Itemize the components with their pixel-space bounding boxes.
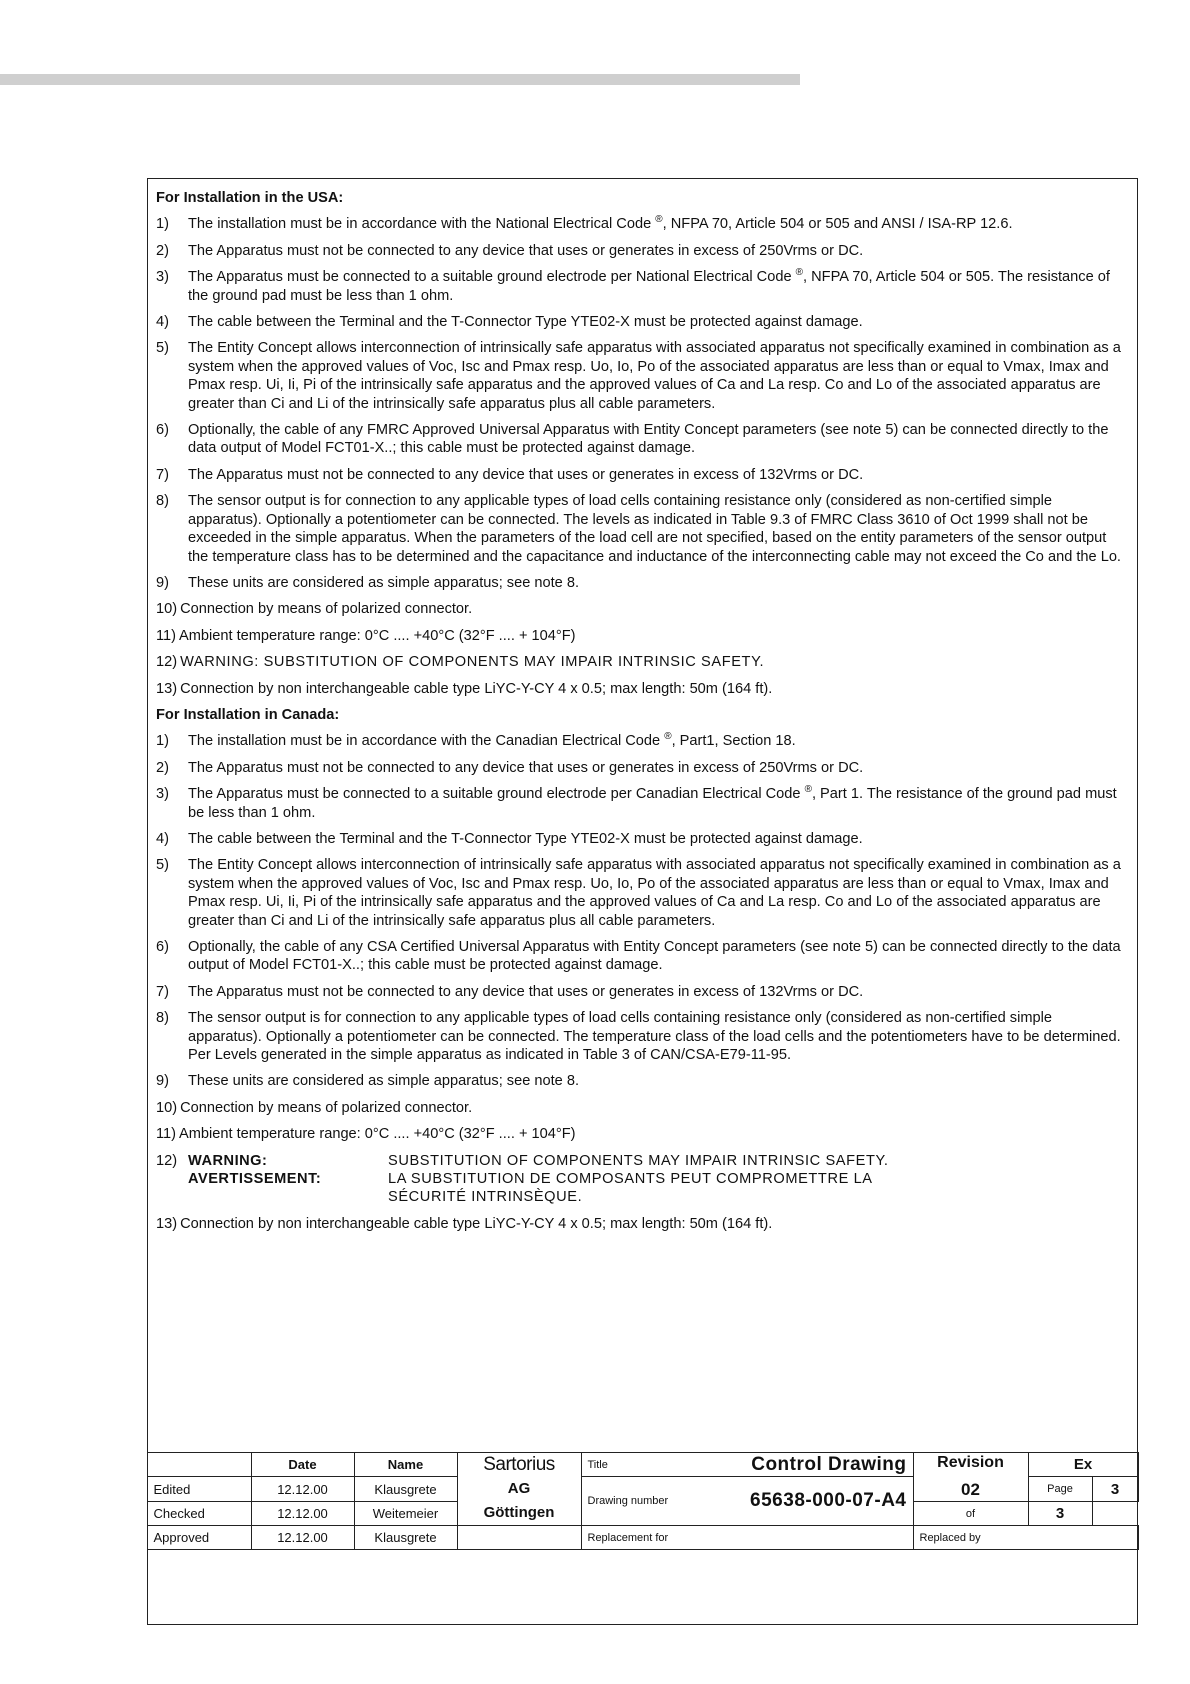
registered-mark: ® (664, 731, 672, 743)
note-text: These units are considered as simple apparatus; see note 8. (188, 1073, 580, 1090)
usa-note-9 (156, 574, 1128, 592)
of-label: of (913, 1502, 1028, 1526)
tb-date: 12.12.00 (251, 1477, 354, 1502)
usa-note-2 (156, 242, 1128, 260)
note-text: The sensor output is for connection to any applicable types of load cells containing resistance only (considered as non-certified simple apparatus). Optionally a potentiometer can be connected. The temperature class of the load cells and the potentiometers have to be determined. Per Levels generated in the simple apparatus as indicated in Table 3 of CAN/CSA-E79-11-95. (188, 1010, 1121, 1064)
canada-note-4 (156, 830, 1128, 848)
revision-value: 02 (961, 1480, 980, 1499)
drawing-number: 65638-000-07-A4 (750, 1490, 907, 1511)
title-cell (581, 1453, 913, 1477)
title-value: Control Drawing (751, 1453, 907, 1475)
revision-label: Revision (937, 1454, 1004, 1471)
note-text-part: The installation must be in accordance with the Canadian Electrical Code (188, 733, 665, 750)
usa-note-11 (156, 627, 1128, 645)
tb-empty-corner (147, 1453, 251, 1477)
note-text: The cable between the Terminal and the T-Connector Type YTE02-X must be protected against damage. (188, 314, 863, 331)
note-number: 6) (156, 422, 169, 439)
note-number: 4) (156, 314, 169, 331)
note-text-part: , NFPA 70, Article 504 or 505 and ANSI / ISA-RP 12.6. (662, 216, 1013, 233)
note-text (188, 786, 1117, 820)
canada-note-13 (156, 1215, 1128, 1233)
canada-note-5 (156, 856, 1128, 930)
warning-text-fr-line1: LA SUBSTITUTION DE COMPOSANTS PEUT COMPROMETTRE LA (388, 1171, 873, 1188)
note-number: 9) (156, 1073, 169, 1090)
note-text: The Apparatus must not be connected to any device that uses or generates in excess of 250Vrms or DC. (188, 242, 864, 259)
canada-heading: For Installation in Canada: (156, 706, 340, 723)
note-number: 7) (156, 983, 169, 1000)
revision-cell (913, 1453, 1028, 1502)
canada-note-10 (156, 1099, 1128, 1117)
canada-note-8 (156, 1009, 1128, 1064)
usa-note-1 (156, 215, 1128, 233)
usa-note-5 (156, 339, 1128, 413)
canada-note-6 (156, 938, 1128, 975)
top-gray-bar (0, 74, 800, 85)
registered-mark: ® (655, 214, 663, 226)
note-text (188, 733, 796, 749)
note-text-part: The installation must be in accordance with the National Electrical Code (188, 216, 656, 233)
note-number: 9) (156, 574, 169, 591)
warning-text-en: SUBSTITUTION OF COMPONENTS MAY IMPAIR INTRINSIC SAFETY. (388, 1152, 889, 1169)
note-number: 3) (156, 269, 169, 286)
document-content (156, 189, 1128, 1241)
note-number: 5) (156, 340, 169, 357)
tb-name: Weitemeier (354, 1502, 457, 1526)
note-number: 11) (156, 1126, 177, 1143)
tb-date: 12.12.00 (251, 1502, 354, 1526)
usa-note-12 (156, 653, 1128, 671)
canada-note-2 (156, 759, 1128, 777)
note-number: 2) (156, 759, 169, 776)
usa-note-10 (156, 600, 1128, 618)
page-label: Page (1028, 1477, 1092, 1502)
note-text: The Entity Concept allows interconnection of intrinsically safe apparatus with associated apparatus not specifically examined in combination as a system when the approved values of Voc, Isc and Pmax resp. Uo, Io, Po of the associated apparatus are less than or equal to Vmax, Imax and Pmax resp. Ui, Ii, Pi of the intrinsically safe apparatus and the approved values of Ca and La resp. Co and Lo of the associated apparatus are greater than Ci and Li of the intrinsically safe apparatus plus all cable parameters. (188, 340, 1121, 412)
note-text: Connection by means of polarized connector. (180, 601, 473, 618)
note-text: Ambient temperature range: 0°C .... +40°C (32°F .... + 104°F) (179, 627, 576, 644)
note-text: Connection by means of polarized connector. (180, 1099, 473, 1116)
usa-note-3 (156, 268, 1128, 305)
usa-note-8 (156, 492, 1128, 566)
note-number: 5) (156, 857, 169, 874)
of-value: 3 (1028, 1502, 1092, 1526)
note-text: Connection by non interchangeable cable type LiYC-Y-CY 4 x 0.5; max length: 50m (164 ft). (180, 1215, 773, 1232)
canada-note-3 (156, 785, 1128, 822)
note-text: Optionally, the cable of any CSA Certified Universal Apparatus with Entity Concept parameters (see note 5) can be connected directly to the data output of Model FCT01-X..; this cable must be protected against damage. (188, 939, 1121, 974)
note-text: WARNING: SUBSTITUTION OF COMPONENTS MAY IMPAIR INTRINSIC SAFETY. (180, 654, 765, 671)
note-text-part: The Apparatus must be connected to a suitable ground electrode per National Electrical Code (188, 269, 796, 286)
note-text: Ambient temperature range: 0°C .... +40°C (32°F .... + 104°F) (179, 1126, 576, 1143)
note-number: 1) (156, 216, 169, 233)
note-number: 7) (156, 466, 169, 483)
note-text: Connection by non interchangeable cable type LiYC-Y-CY 4 x 0.5; max length: 50m (164 ft). (180, 680, 773, 697)
note-text: The Apparatus must not be connected to any device that uses or generates in excess of 250Vrms or DC. (188, 759, 864, 776)
canada-note-11 (156, 1125, 1128, 1143)
canada-note-1 (156, 732, 1128, 750)
note-number: 10) (156, 601, 178, 618)
note-text: These units are considered as simple apparatus; see note 8. (188, 574, 580, 591)
warning-text-fr-line2: SÉCURITÉ INTRINSÈQUE. (388, 1189, 583, 1206)
tb-name: Klausgrete (354, 1526, 457, 1550)
company-ag: AG (507, 1480, 531, 1497)
company-city-row (457, 1526, 581, 1550)
usa-note-6 (156, 421, 1128, 458)
usa-note-7 (156, 466, 1128, 484)
title-label: Title (587, 1458, 608, 1471)
tb-col-name: Name (354, 1453, 457, 1477)
note-number: 2) (156, 242, 169, 259)
note-number: 6) (156, 939, 169, 955)
canada-notes-list (156, 732, 1128, 1143)
ex-label: Ex (1028, 1453, 1138, 1477)
note-text: The Entity Concept allows interconnection of intrinsically safe apparatus with associated apparatus not specifically examined in combination as a system when the approved values of Voc, Isc and Pmax resp. Uo, Io, Po of the associated apparatus are less than or equal to Vmax, Imax and Pmax resp. Ui, Ii, Pi of the intrinsically safe apparatus and the approved values of Ca and La resp. Co and Lo of the associated apparatus are greater than Ci and Li of the intrinsically safe apparatus plus all cable parameters. (188, 857, 1121, 929)
title-block (147, 1452, 1139, 1550)
note-number: 10) (156, 1099, 178, 1116)
note-number: 13) (156, 1215, 178, 1232)
note-number: 4) (156, 830, 169, 847)
note-number: 13) (156, 680, 178, 697)
note-number: 8) (156, 1010, 169, 1027)
note-text: The sensor output is for connection to any applicable types of load cells containing resistance only (considered as non-certified simple apparatus). Optionally a potentiometer can be connected. The levels as indicated in Table 9.3 of FMRC Class 3610 of Oct 1999 shall not be exceeded in the simple apparatus. When the parameters of the load cell are not specified, based on the entity parameters of the sensor output the temperature class has to be determined and the capacitance and inductance of the interconnecting cable may not exceed the Co and the Lo. (188, 493, 1121, 565)
document-frame (147, 178, 1138, 1625)
company-cell (457, 1453, 581, 1526)
usa-note-13 (156, 680, 1128, 698)
replacement-label: Replacement for (581, 1526, 913, 1550)
replaced-by-label: Replaced by (913, 1526, 1138, 1550)
company-logo: Sartorius (483, 1454, 555, 1475)
company-city: Göttingen (483, 1504, 555, 1521)
note-text: Optionally, the cable of any FMRC Approved Universal Apparatus with Entity Concept parameters (see note 5) can be connected directly to the data output of Model FCT01-X..; this cable must be protected against damage. (188, 422, 1109, 457)
canada-note-9 (156, 1072, 1128, 1090)
note-number: 1) (156, 733, 169, 750)
warning-number: 12) (156, 1152, 178, 1169)
note-number: 11) (156, 627, 177, 644)
note-number: 12) (156, 654, 178, 671)
tb-role: Approved (147, 1526, 251, 1550)
usa-notes-list (156, 215, 1128, 698)
tb-date: 12.12.00 (251, 1526, 354, 1550)
tb-col-date: Date (251, 1453, 354, 1477)
registered-mark: ® (804, 784, 812, 796)
note-number: 8) (156, 493, 169, 510)
drawing-number-cell (581, 1477, 913, 1526)
note-number: 3) (156, 786, 169, 803)
drawing-number-label: Drawing number (587, 1495, 669, 1507)
tb-role: Edited (147, 1477, 251, 1502)
warning-label-fr: AVERTISSEMENT: (188, 1171, 322, 1188)
usa-note-4 (156, 313, 1128, 331)
note-text (188, 216, 1013, 232)
note-text: The Apparatus must not be connected to any device that uses or generates in excess of 132Vrms or DC. (188, 466, 864, 483)
canada-warning-block (156, 1152, 1128, 1207)
note-text-part: The Apparatus must be connected to a suitable ground electrode per Canadian Electrical Code (188, 786, 805, 803)
registered-mark: ® (795, 267, 804, 279)
note-text-part: , Part1, Section 18. (671, 733, 796, 750)
note-text: The cable between the Terminal and the T-Connector Type YTE02-X must be protected against damage. (188, 830, 863, 847)
usa-heading: For Installation in the USA: (156, 190, 344, 206)
note-text-part: , Part 1. The resistance of the ground pad must be less than 1 ohm. (188, 786, 1117, 821)
note-text: The Apparatus must not be connected to any device that uses or generates in excess of 132Vrms or DC. (188, 983, 864, 1000)
note-text (188, 269, 1110, 303)
tb-role: Checked (147, 1502, 251, 1526)
warning-label-en: WARNING: (188, 1152, 268, 1169)
canada-note-7 (156, 983, 1128, 1001)
tb-name: Klausgrete (354, 1477, 457, 1502)
page-value: 3 (1092, 1477, 1138, 1502)
note-text-part: , NFPA 70, Article 504 or 505. The resistance of the ground pad must be less than 1 ohm. (188, 269, 1110, 304)
